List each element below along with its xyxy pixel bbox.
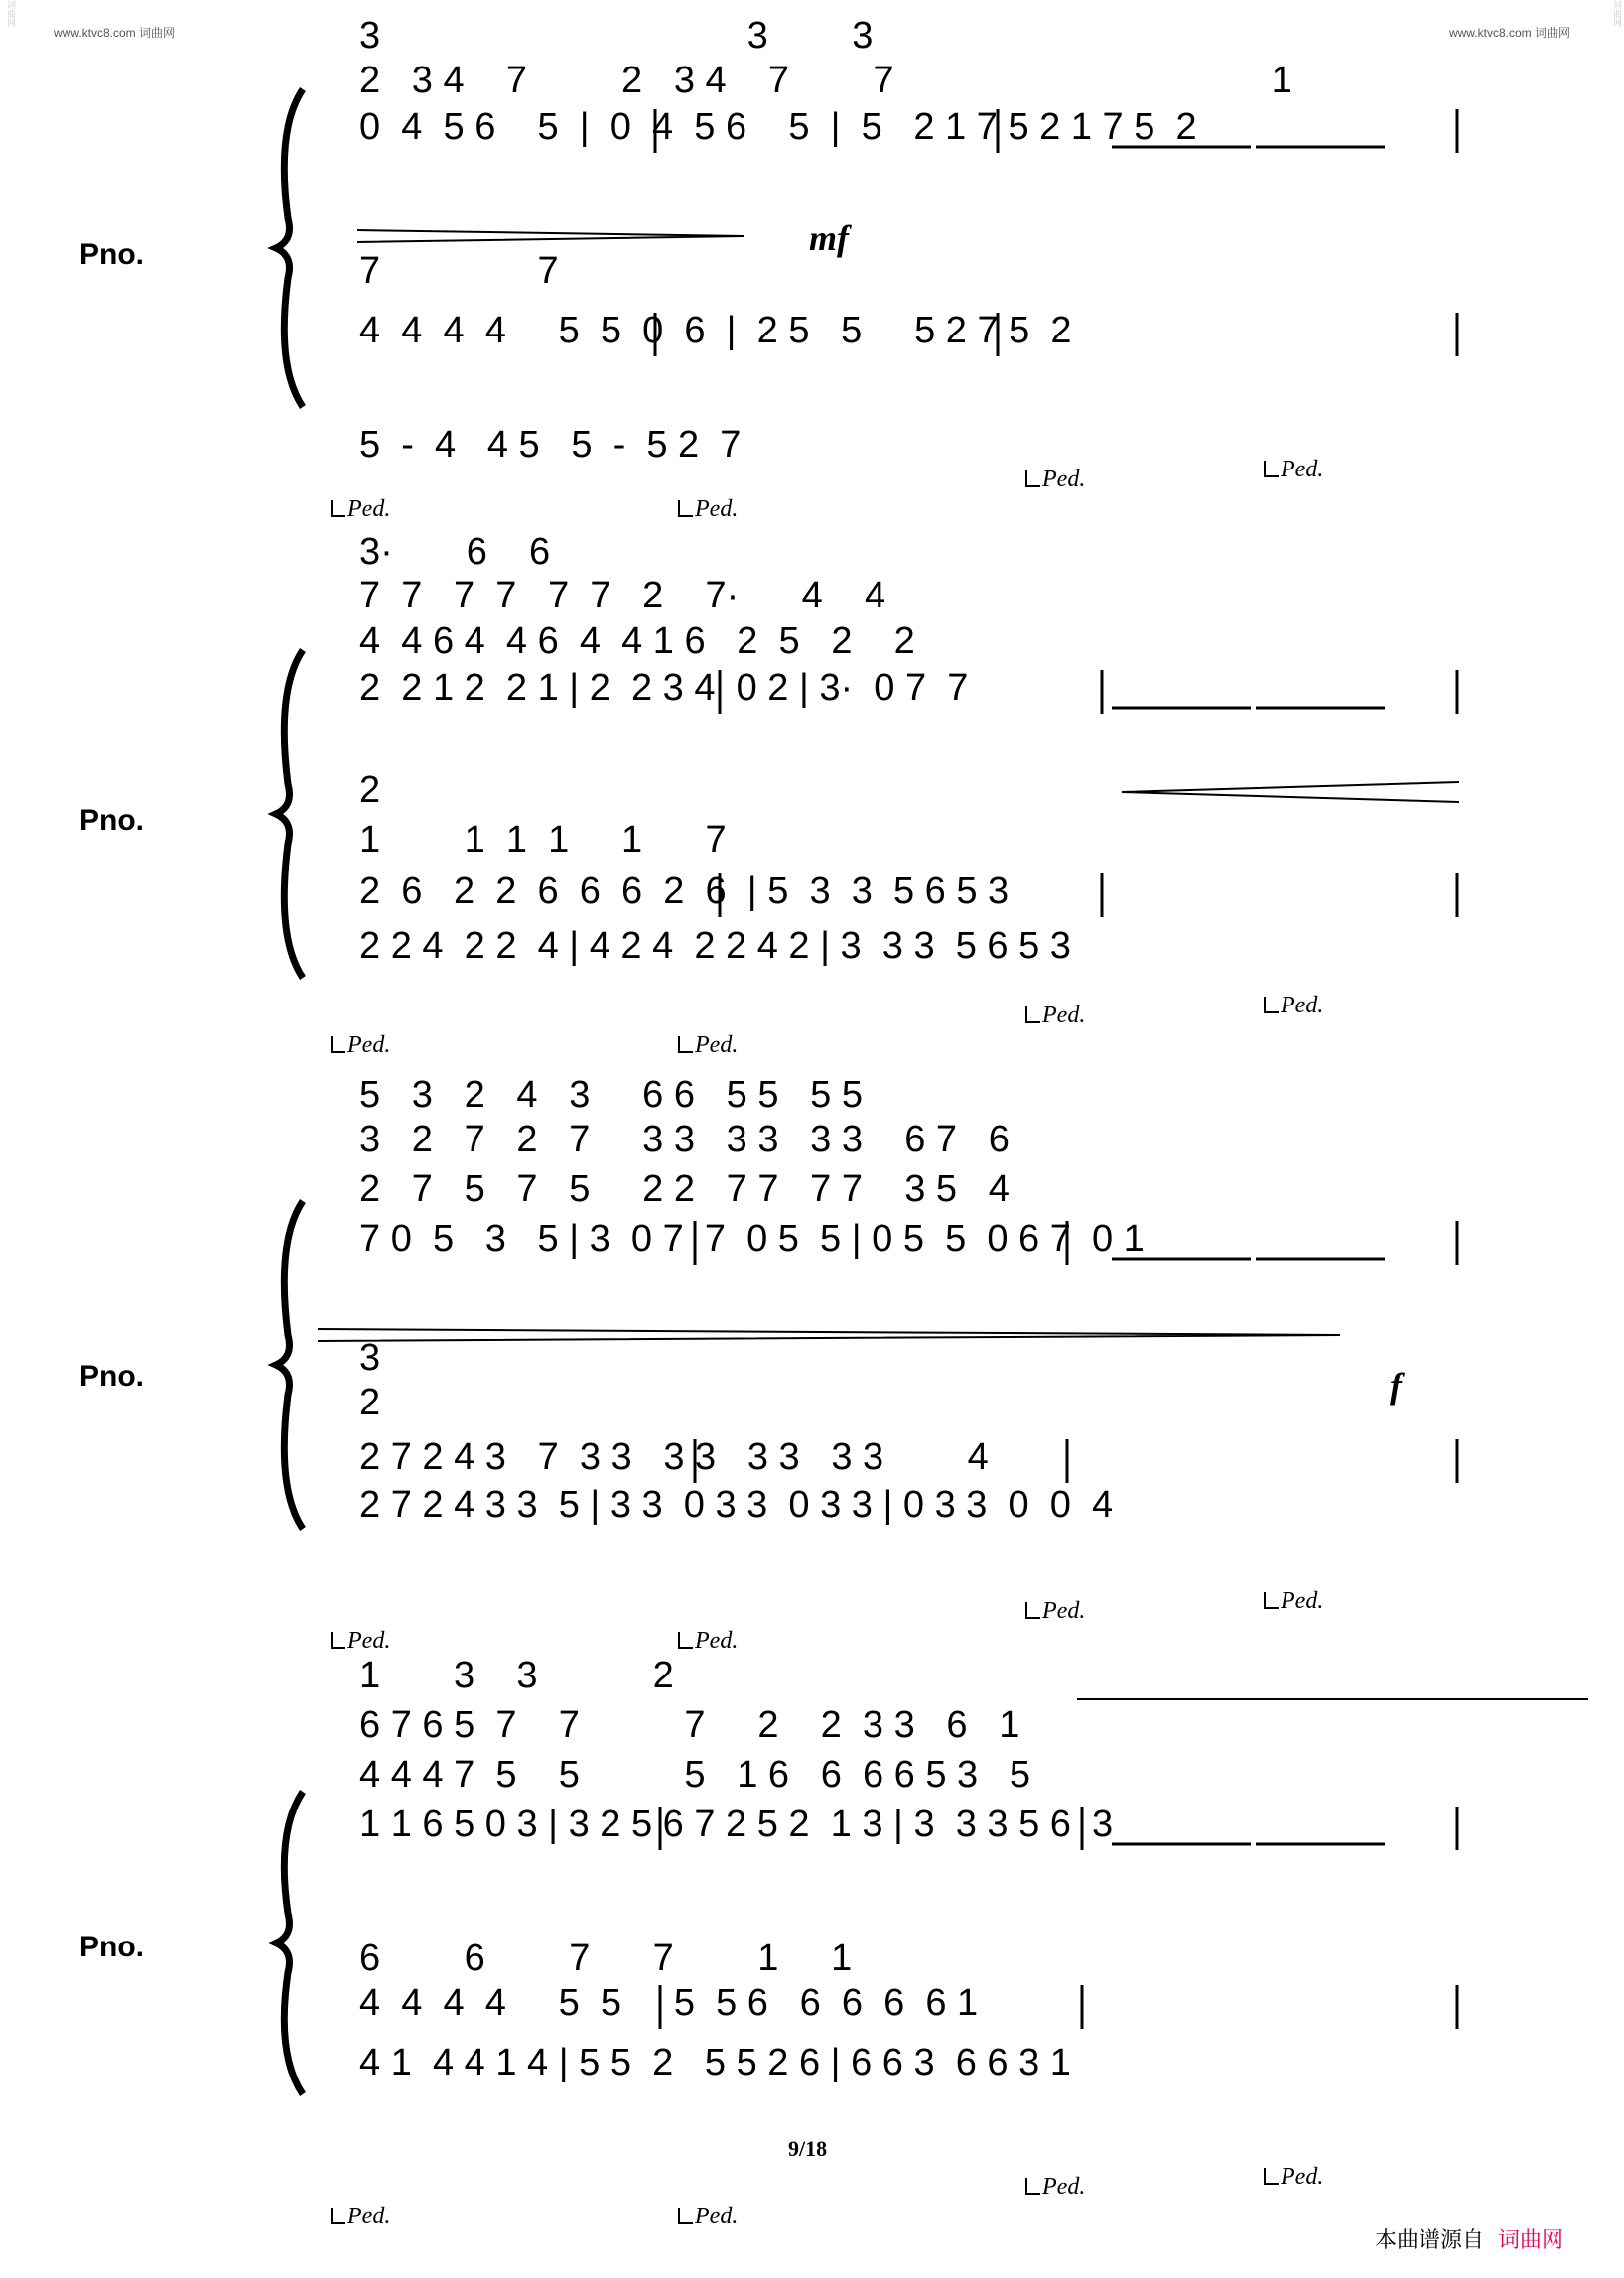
system-2-bass-row-4: 2 2 4 2 2 4 | 4 2 4 2 2 4 2 | 3 3 3 5 6 5 3 — [359, 925, 1071, 967]
system-1-treble-row-1: 3 3 3 — [359, 15, 874, 57]
footer-source-text: 本曲谱源自 — [1375, 2227, 1485, 2252]
system-2-treble-row-3: 4 4 6 4 4 6 4 4 1 6 2 5 2 2 — [359, 620, 915, 662]
system-2-treble-row-4: 2 2 1 2 2 1 | 2 2 3 4 0 2 | 3· 0 7 7 — [359, 667, 969, 709]
system-3-pedal-bracket-1 — [332, 1632, 345, 1648]
system-3-treble-row-3: 2 7 5 7 5 2 2 7 7 7 7 3 5 4 — [359, 1168, 1010, 1210]
system-4-treble-row-4: 1 1 6 5 0 3 | 3 2 5 6 7 2 5 2 1 3 | 3 3 3 5 6 3 — [359, 1804, 1114, 1845]
system-1-pedal-bracket-2 — [679, 500, 693, 516]
system-1-treble-row-3: 0 4 5 6 5 | 0 4 5 6 5 | 5 2 1 7 5 2 1 7 5 2 — [359, 106, 1197, 148]
system-1-treble-row-2: 2 3 4 7 2 3 4 7 7 1 — [359, 60, 1292, 101]
system-4-pedal-bracket-4 — [1265, 2168, 1279, 2184]
system-4-treble-row-2: 6 7 6 5 7 7 7 2 2 3 3 6 1 — [359, 1704, 1020, 1746]
right-watermark-strip: 词曲网 — [1612, 0, 1622, 27]
system-3-pedal-bracket-4 — [1265, 1592, 1279, 1608]
system-2-pedal-mark-1: Ped. — [347, 1032, 391, 1058]
system-3-treble-row-1: 5 3 2 4 3 6 6 5 5 5 5 — [359, 1074, 863, 1116]
system-4-bass-row-2: 4 4 4 4 5 5 5 5 6 6 6 6 6 1 — [359, 1982, 979, 2024]
system-2-treble-row-2: 7 7 7 7 7 7 2 7· 4 4 — [359, 575, 886, 616]
system-3-bass-row-2: 2 — [359, 1382, 381, 1423]
instrument-label-system-1: Pno. — [79, 238, 144, 271]
system-3-pedal-mark-4: Ped. — [1281, 1588, 1324, 1614]
system-2-brace — [276, 650, 303, 978]
system-1-pedal-mark-4: Ped. — [1281, 457, 1324, 482]
system-2-bass-row-1: 2 — [359, 769, 381, 811]
system-4-pedal-bracket-3 — [1026, 2178, 1040, 2194]
system-3-pedal-bracket-3 — [1026, 1602, 1040, 1618]
system-3-pedal-mark-3: Ped. — [1042, 1598, 1086, 1624]
system-1-bass-row-1: 7 7 — [359, 250, 559, 292]
system-4-pedal-bracket-1 — [332, 2208, 345, 2223]
system-1-pedal-mark-3: Ped. — [1042, 467, 1086, 492]
system-2-pedal-mark-2: Ped. — [695, 1032, 739, 1058]
system-1-bass-row-2: 4 4 4 4 5 5 0 6 | 2 5 5 5 2 7 5 2 — [359, 310, 1072, 351]
system-4-treble-row-3: 4 4 4 7 5 5 5 1 6 6 6 6 5 3 5 — [359, 1754, 1030, 1796]
system-2-pedal-bracket-4 — [1265, 997, 1279, 1012]
system-4-pedal-mark-2: Ped. — [695, 2204, 739, 2229]
system-2-hairpin-1 — [1122, 782, 1459, 802]
instrument-label-system-4: Pno. — [79, 1931, 144, 1963]
system-2-treble-row-1: 3· 6 6 — [359, 531, 551, 573]
system-4-treble-row-1: 1 3 3 2 — [359, 1655, 674, 1696]
system-4-pedal-mark-1: Ped. — [347, 2204, 391, 2229]
system-2-pedal-mark-4: Ped. — [1281, 993, 1324, 1018]
system-3-bass-row-4: 2 7 2 4 3 3 5 | 3 3 0 3 3 0 3 3 | 0 3 3 0 0 4 — [359, 1484, 1114, 1526]
system-3-pedal-mark-1: Ped. — [347, 1628, 391, 1654]
footer-brand: 词曲网 — [1498, 2227, 1564, 2252]
system-1-pedal-bracket-4 — [1265, 461, 1279, 476]
system-3-pedal-mark-2: Ped. — [695, 1628, 739, 1654]
system-4-brace — [276, 1792, 303, 2094]
system-3-dynamic-1: f — [1390, 1366, 1402, 1406]
system-4-pedal-mark-3: Ped. — [1042, 2174, 1086, 2200]
page-number: 9/18 — [788, 2136, 828, 2161]
system-3-bass-row-1: 3 — [359, 1337, 381, 1379]
system-4-bass-row-1: 6 6 7 7 1 1 — [359, 1938, 853, 1979]
system-1-pedal-mark-2: Ped. — [695, 496, 739, 522]
system-2-bass-row-3: 2 6 2 2 6 6 6 2 6 | 5 3 3 5 6 5 3 — [359, 871, 1010, 912]
system-3-treble-row-2: 3 2 7 2 7 3 3 3 3 3 3 6 7 6 — [359, 1119, 1010, 1160]
system-2-pedal-mark-3: Ped. — [1042, 1003, 1086, 1028]
system-1-pedal-mark-1: Ped. — [347, 496, 391, 522]
footer-source — [1375, 2223, 1563, 2254]
instrument-label-system-3: Pno. — [79, 1360, 144, 1393]
system-2-pedal-bracket-3 — [1026, 1006, 1040, 1022]
system-2-pedal-bracket-1 — [332, 1036, 345, 1052]
system-1-pedal-bracket-1 — [332, 500, 345, 516]
system-1-hairpin-1 — [357, 230, 744, 242]
system-3-pedal-bracket-2 — [679, 1632, 693, 1648]
instrument-label-system-2: Pno. — [79, 804, 144, 837]
system-1-brace — [276, 89, 303, 407]
system-3-bass-row-3: 2 7 2 4 3 7 3 3 3 3 3 3 3 3 4 — [359, 1436, 989, 1478]
system-1-bass-row-3: 5 - 4 4 5 5 - 5 2 7 — [359, 424, 742, 466]
header-right-site: www.ktvc8.com 词曲网 — [1448, 26, 1570, 40]
system-4-pedal-bracket-2 — [679, 2208, 693, 2223]
system-4-bass-row-3: 4 1 4 4 1 4 | 5 5 2 5 5 2 6 | 6 6 3 6 6 3 1 — [359, 2042, 1071, 2083]
system-3-brace — [276, 1201, 303, 1529]
system-4-pedal-mark-4: Ped. — [1281, 2164, 1324, 2190]
system-1-dynamic-1: mf — [809, 218, 849, 258]
system-3-hairpin-1 — [318, 1329, 1340, 1341]
system-3-treble-row-4: 7 0 5 3 5 | 3 0 7 7 0 5 5 | 0 5 5 0 6 7 0 1 — [359, 1218, 1145, 1260]
system-2-bass-row-2: 1 1 1 1 1 7 — [359, 819, 727, 861]
system-2-pedal-bracket-2 — [679, 1036, 693, 1052]
header-left-site: www.ktvc8.com 词曲网 — [54, 26, 176, 40]
left-watermark-strip: 词曲网 — [6, 0, 16, 27]
system-1-pedal-bracket-3 — [1026, 470, 1040, 486]
